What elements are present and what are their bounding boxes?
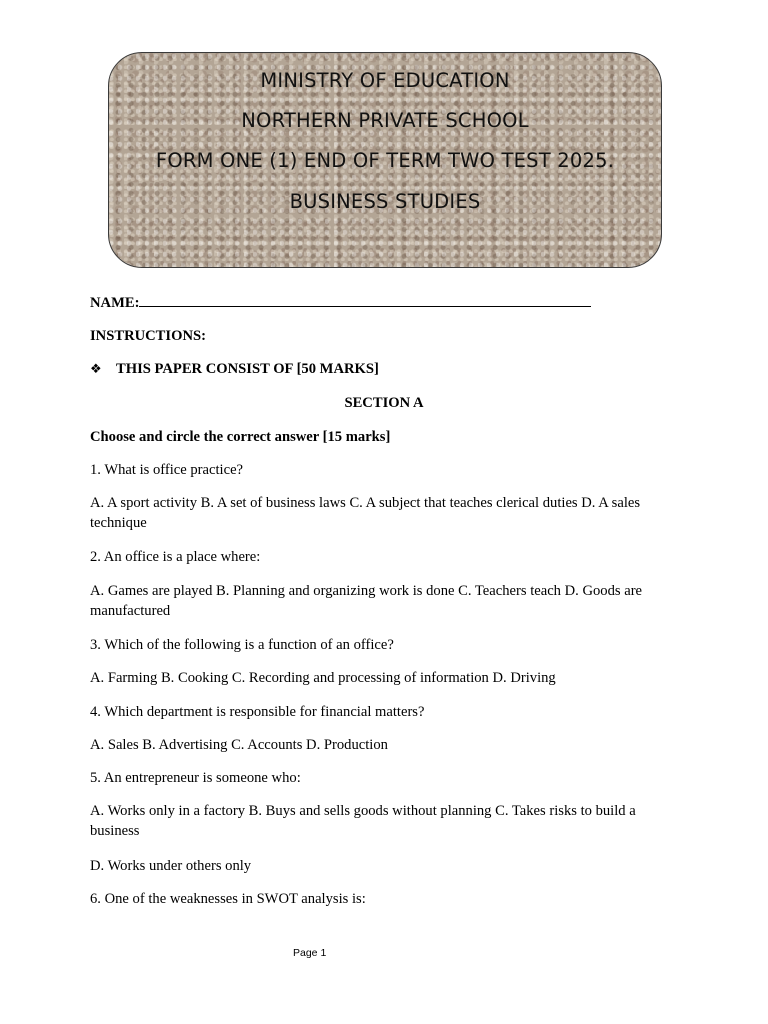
section-title: SECTION A	[344, 395, 424, 411]
instructions-label: INSTRUCTIONS:	[90, 328, 206, 344]
section-instruction: Choose and circle the correct answer [15 marks]	[90, 429, 391, 445]
name-label: NAME:	[90, 295, 140, 311]
instruction-text: THIS PAPER CONSIST OF [50 MARKS]	[116, 361, 379, 377]
question-3-options[interactable]: A. Farming B. Cooking C. Recording and processing of information D. Driving	[90, 670, 556, 686]
instruction-item	[90, 359, 379, 380]
question-1-options[interactable]: A. A sport activity B. A set of business laws C. A subject that teaches clerical duties D. A sales technique	[90, 495, 641, 531]
name-blank-line[interactable]	[139, 292, 591, 307]
question-3: 3. Which of the following is a function of an office?	[90, 637, 394, 653]
test-title: FORM ONE (1) END OF TERM TWO TEST 2025.	[155, 149, 615, 172]
question-2: 2. An office is a place where:	[90, 549, 261, 565]
school-name: NORTHERN PRIVATE SCHOOL	[241, 109, 529, 132]
question-4: 4. Which department is responsible for financial matters?	[90, 704, 425, 720]
subject-title: BUSINESS STUDIES	[289, 190, 481, 213]
diamond-bullet-icon: ❖	[90, 362, 102, 377]
header-banner	[108, 52, 662, 268]
question-6: 6. One of the weaknesses in SWOT analysis is:	[90, 891, 366, 907]
question-5-options[interactable]: A. Works only in a factory B. Buys and sells goods without planning C. Takes risks to build a business	[90, 803, 636, 839]
question-4-options[interactable]: A. Sales B. Advertising C. Accounts D. Production	[90, 737, 388, 753]
question-2-options[interactable]: A. Games are played B. Planning and organizing work is done C. Teachers teach D. Goods are manufactured	[90, 583, 643, 619]
question-1: 1. What is office practice?	[90, 462, 244, 478]
page-number: Page 1	[293, 947, 327, 959]
question-5: 5. An entrepreneur is someone who:	[90, 770, 301, 786]
ministry-title: MINISTRY OF EDUCATION	[260, 69, 510, 92]
name-field[interactable]	[90, 292, 591, 313]
question-5-option-d[interactable]: D. Works under others only	[90, 858, 252, 874]
